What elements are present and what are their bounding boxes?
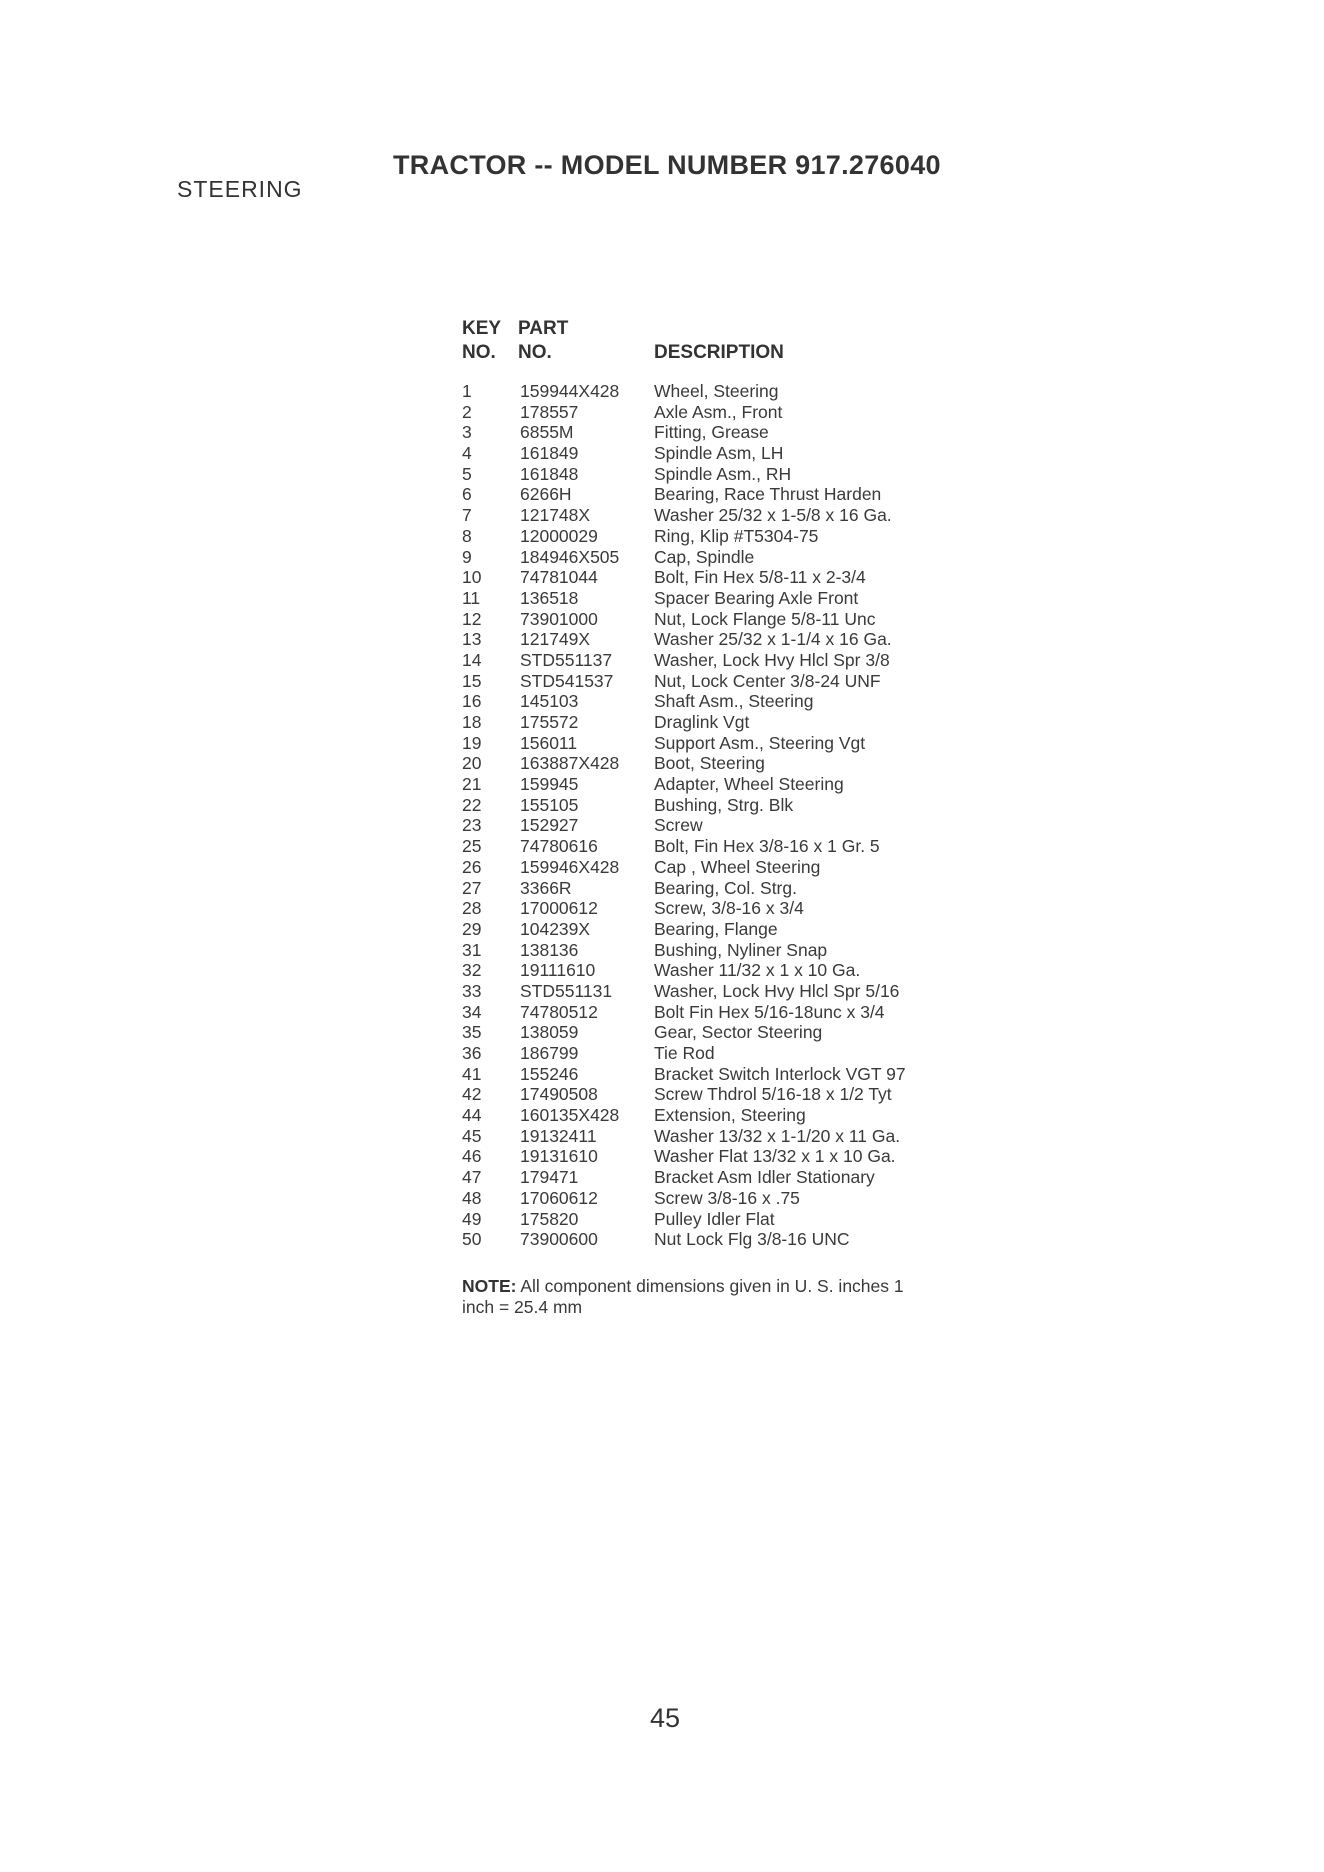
table-row [462,836,982,857]
key-number: 42 [462,1084,482,1105]
key-number: 26 [462,856,482,877]
key-number: 25 [462,836,482,857]
part-number: 159944X428 [520,381,620,401]
part-number: 159946X428 [520,856,620,877]
part-number: 17490508 [520,1084,598,1105]
table-row [462,774,982,795]
table-row [462,567,982,588]
part-number: 159945 [520,774,579,795]
part-description: Bushing, Nyliner Snap [654,939,828,960]
part-number: 104239X [520,918,591,939]
table-row [462,1209,982,1230]
table-row [462,1105,982,1126]
table-row [462,381,982,402]
table-row [462,1022,982,1043]
part-number: 161849 [520,443,579,464]
part-number: 186799 [520,1043,579,1063]
table-row [462,919,982,940]
part-description: Bolt Fin Hex 5/16-18unc x 3/4 [654,1001,885,1022]
key-header-line1: KEY [462,318,502,339]
table-row [462,795,982,816]
part-description: Bearing, Flange [654,918,778,939]
part-header-line1: PART [518,318,569,339]
part-description: Tie Rod [654,1043,715,1063]
table-row [462,1167,982,1188]
part-description: Bushing, Strg. Blk [654,794,794,815]
table-row [462,650,982,671]
part-number: 17000612 [520,898,598,919]
part-number: STD541537 [520,670,614,691]
key-number: 27 [462,877,482,898]
key-number: 44 [462,1105,482,1126]
part-description: Bolt, Fin Hex 5/8-11 x 2-3/4 [654,567,866,588]
page-number: 45 [650,1703,681,1733]
part-description: Washer 13/32 x 1-1/20 x 11 Ga. [654,1125,901,1146]
part-number: 161848 [520,463,579,484]
part-number: 12000029 [520,525,598,546]
part-description: Nut, Lock Flange 5/8-11 Unc [654,608,876,629]
part-number: 6266H [520,484,572,505]
part-description: Support Asm., Steering Vgt [654,732,866,753]
part-number: STD551137 [520,649,613,670]
part-description: Gear, Sector Steering [654,1022,823,1043]
key-number: 14 [462,649,482,670]
key-number: 47 [462,1167,482,1188]
key-number: 45 [462,1125,482,1146]
table-row [462,547,982,568]
part-description: Screw 3/8-16 x .75 [654,1187,800,1208]
part-description: Bracket Switch Interlock VGT 97 [654,1063,906,1084]
part-number: 138136 [520,939,579,960]
table-row [462,898,982,919]
part-number: STD551131 [520,980,613,1001]
table-row [462,443,982,464]
note [462,1276,922,1317]
table-row [462,940,982,961]
part-description: Boot, Steering [654,753,765,774]
part-number: 155105 [520,794,579,815]
table-row [462,960,982,981]
table-row [462,878,982,899]
key-number: 35 [462,1022,482,1043]
table-row [462,1002,982,1023]
key-number: 12 [462,608,482,629]
key-number: 28 [462,898,482,919]
part-number: 74780512 [520,1001,598,1022]
key-number: 16 [462,691,482,712]
part-number: 19111610 [520,960,596,981]
part-number: 184946X505 [520,546,620,567]
part-description: Washer, Lock Hvy Hlcl Spr 5/16 [654,980,900,1001]
part-description: Axle Asm., Front [654,401,783,422]
key-header-line2: NO. [462,342,496,363]
key-number: 36 [462,1043,482,1063]
table-row [462,981,982,1002]
part-number: 178557 [520,401,579,422]
table-row [462,712,982,733]
part-number: 74781044 [520,567,598,588]
part-number: 19131610 [520,1146,598,1167]
key-number: 29 [462,918,482,939]
key-number: 10 [462,567,482,588]
table-row [462,753,982,774]
table-row [462,526,982,547]
part-number: 156011 [520,732,578,753]
key-number: 34 [462,1001,482,1022]
part-number: 19132411 [520,1125,597,1146]
part-number: 121748X [520,505,591,526]
part-description: Bolt, Fin Hex 3/8-16 x 1 Gr. 5 [654,836,880,857]
note-label: NOTE: [462,1276,517,1296]
part-number: 73900600 [520,1229,598,1250]
part-number: 160135X428 [520,1105,620,1126]
part-description: Screw, 3/8-16 x 3/4 [654,898,804,919]
part-number: 6855M [520,422,574,443]
table-row [462,629,982,650]
key-number: 49 [462,1208,482,1229]
table-row [462,402,982,423]
part-description: Spacer Bearing Axle Front [654,587,859,608]
part-number: 175572 [520,712,579,732]
part-description: Cap, Spindle [654,546,755,567]
table-row [462,1064,982,1085]
part-header-line2: NO. [518,342,552,363]
page-title: TRACTOR -- MODEL NUMBER 917.276040 [393,150,941,180]
part-description: Spindle Asm., RH [654,463,792,484]
part-description: Washer, Lock Hvy Hlcl Spr 3/8 [654,649,890,670]
part-number: 155246 [520,1063,579,1084]
key-number: 15 [462,670,482,691]
table-row [462,815,982,836]
key-number: 48 [462,1187,482,1208]
key-number: 1 [462,381,472,401]
part-description: Draglink Vgt [654,712,750,732]
part-number: 73901000 [520,608,598,629]
key-number: 41 [462,1063,482,1084]
part-description: Bracket Asm Idler Stationary [654,1167,875,1188]
table-row [462,1229,982,1250]
part-description: Nut Lock Flg 3/8-16 UNC [654,1229,850,1250]
part-description: Screw [654,815,703,836]
key-number: 21 [462,774,482,795]
part-number: 74780616 [520,836,598,857]
table-row [462,1126,982,1147]
key-number: 23 [462,815,482,836]
table-row [462,422,982,443]
part-number: 3366R [520,877,572,898]
section-title: STEERING [177,176,303,202]
key-number: 50 [462,1229,482,1250]
part-description: Wheel, Steering [654,381,779,401]
part-description: Fitting, Grease [654,422,769,443]
part-number: 136518 [520,587,579,608]
table-row [462,505,982,526]
part-description: Pulley Idler Flat [654,1208,775,1229]
part-description: Ring, Klip #T5304-75 [654,525,819,546]
table-row [462,1188,982,1209]
key-number: 31 [462,939,482,960]
part-description: Washer Flat 13/32 x 1 x 10 Ga. [654,1146,896,1167]
table-row [462,484,982,505]
key-number: 22 [462,794,482,815]
table-row [462,588,982,609]
part-description: Adapter, Wheel Steering [654,774,844,795]
part-description: Screw Thdrol 5/16-18 x 1/2 Tyt [654,1084,892,1105]
key-number: 46 [462,1146,482,1167]
key-number: 20 [462,753,482,774]
part-description: Washer 25/32 x 1-5/8 x 16 Ga. [654,505,892,526]
part-description: Extension, Steering [654,1105,806,1126]
key-number: 7 [462,505,472,526]
part-number: 163887X428 [520,753,620,774]
part-number: 145103 [520,691,579,712]
part-number: 175820 [520,1208,579,1229]
key-number: 6 [462,484,472,505]
key-number: 2 [462,401,472,422]
table-row [462,609,982,630]
description-header: DESCRIPTION [654,342,784,363]
key-number: 4 [462,443,472,464]
part-number: 179471 [520,1167,579,1188]
key-number: 13 [462,629,482,650]
key-number: 33 [462,980,482,1001]
table-row [462,857,982,878]
part-description: Washer 11/32 x 1 x 10 Ga. [654,960,861,981]
table-row [462,733,982,754]
table-row [462,464,982,485]
key-number: 32 [462,960,482,981]
part-number: 152927 [520,815,579,836]
part-description: Bearing, Col. Strg. [654,877,797,898]
part-description: Shaft Asm., Steering [654,691,814,712]
note-text: All component dimensions given in U. S. inches 1 inch = 25.4 mm [462,1276,904,1317]
table-row [462,671,982,692]
key-number: 5 [462,463,472,484]
key-number: 9 [462,546,472,567]
key-number: 19 [462,732,482,753]
key-number: 18 [462,712,482,732]
table-row [462,691,982,712]
part-number: 17060612 [520,1187,598,1208]
part-description: Spindle Asm, LH [654,443,784,464]
part-description: Washer 25/32 x 1-1/4 x 16 Ga. [654,629,892,650]
part-number: 121749X [520,629,591,650]
table-row [462,1146,982,1167]
key-number: 3 [462,422,472,443]
part-description: Bearing, Race Thrust Harden [654,484,882,505]
part-description: Cap , Wheel Steering [654,856,821,877]
table-row [462,1043,982,1064]
key-number: 8 [462,525,472,546]
part-description: Nut, Lock Center 3/8-24 UNF [654,670,881,691]
part-number: 138059 [520,1022,579,1043]
parts-list [462,381,982,1250]
table-row [462,1084,982,1105]
key-number: 11 [462,587,481,608]
